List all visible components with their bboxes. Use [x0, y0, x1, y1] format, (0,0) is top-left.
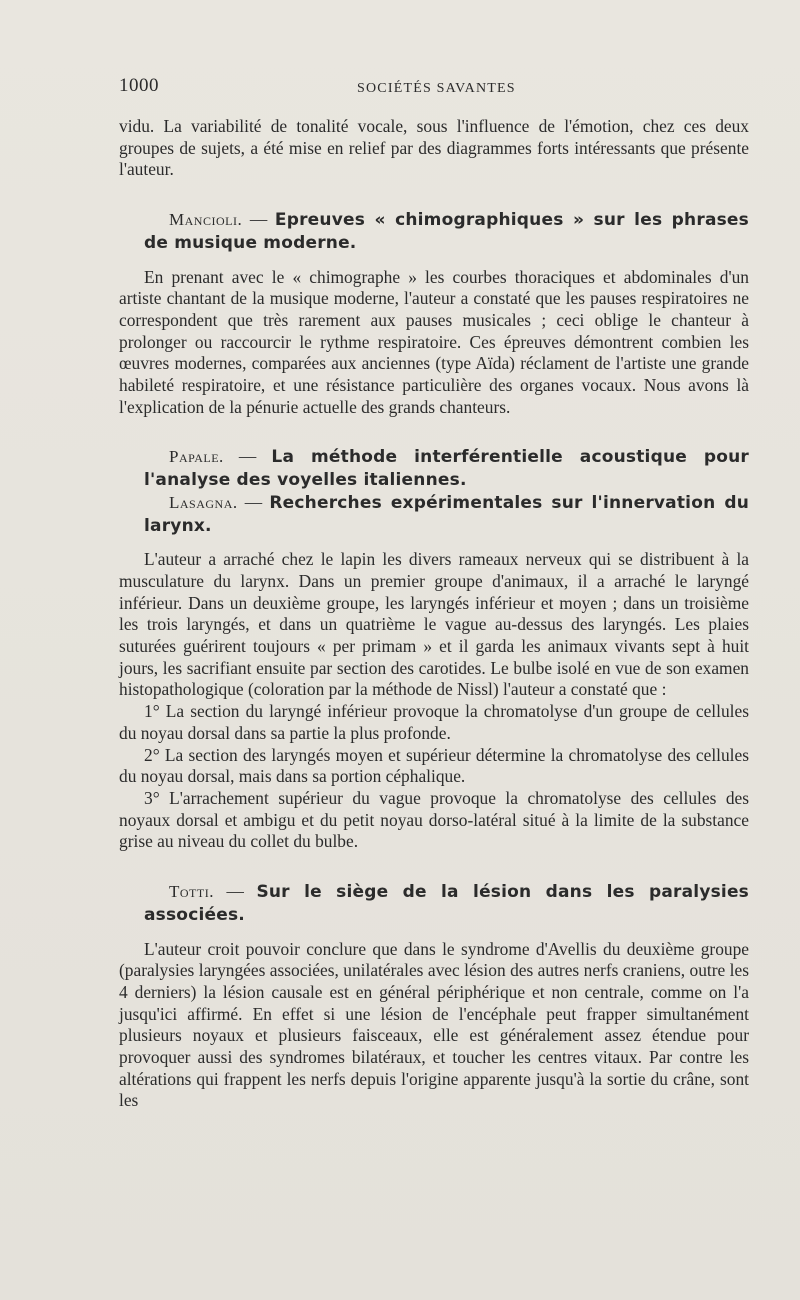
entry-author: Lasagna.: [169, 492, 238, 512]
finding-item: 2° La section des laryngés moyen et supérieur détermine la chromatolyse des cellules du noyau dorsal, mais dans sa portion céphalique.: [119, 744, 749, 787]
finding-item: 3° L'arrachement supérieur du vague provoque la chromatolyse des cellules des noyaux dorsal et ambigu et du petit noyau dorso-latéral situé à la limite de la substance grise au niveau du collet du bulbe.: [119, 787, 749, 852]
entry-heading-mancioli: [119, 209, 749, 254]
entry-dash: —: [213, 881, 257, 902]
page-number: 1000: [119, 75, 159, 96]
entry-heading-totti: [119, 881, 749, 926]
finding-item: 1° La section du laryngé inférieur provoque la chromatolyse d'un groupe de cellules du noyau dorsal dans sa partie la plus profonde.: [119, 701, 749, 743]
page-header: [119, 75, 750, 105]
intro-paragraph: vidu. La variabilité de tonalité vocale, sous l'influence de l'émotion, chez ces deux groupes de sujets, a été mise en relief par des diagrammes forts intéressants que présente l'auteur.: [119, 116, 749, 180]
entry-title: Recherches expérimentales sur l'innervation du larynx.: [144, 492, 749, 536]
entry-title: Sur le siège de la lésion dans les paralysies associées.: [144, 882, 749, 925]
entry-paragraph-totti: L'auteur croit pouvoir conclure que dans le syndrome d'Avellis du deuxième groupe (paralysies laryngées associées, unilatérales avec lésion des autres nerfs craniens, outre les 4 derniers) la lésion causale est en général périphérique et non centrale, comme on l'a jusqu'ici affirmé. En effet si une lésion de l'encéphale peut frapper simultanément plusieurs noyaux et plusieurs faisceaux, elle est généralement assez étendue pour provoquer aussi des syndromes bilatéraux, et toucher les centres vitaux. Par contre les altérations qui frappent les nerfs depuis l'origine apparente jusqu'à la sortie du crâne, sont les: [119, 938, 749, 1111]
entry-author: Totti.: [169, 882, 214, 902]
entry-dash: —: [242, 209, 275, 230]
findings-list: [119, 701, 749, 853]
running-head: SOCIÉTÉS SAVANTES: [357, 81, 516, 96]
entry-title: Epreuves « chimographiques » sur les phrases de musique moderne.: [144, 210, 749, 253]
entry-dash: —: [237, 491, 270, 512]
entry-author: Papale.: [169, 447, 224, 467]
page-body: [119, 116, 749, 1112]
entry-title: La méthode interférentielle acoustique pour l'analyse des voyelles italiennes.: [144, 447, 750, 491]
entry-paragraph-lasagna: L'auteur a arraché chez le lapin les divers rameaux nerveux qui se distribuent à la musculature du larynx. Dans un premier groupe d'animaux, il a arraché le laryngé inférieur. Dans un deuxième groupe, les laryngés inférieur et moyen ; dans un troisième les trois laryngés, et dans un quatrième le vague au-dessus des laryngés. Les plaies suturées guérirent toujours « per primam » et il garda les animaux vivants sept à huit jours, les sacrifiant ensuite par section des carotides. Le bulbe isolé en vue de son examen histopathologique (coloration par la méthode de Nissl) l'auteur a constaté que :: [119, 549, 749, 700]
entry-heading-papale: [119, 446, 749, 491]
entry-dash: —: [223, 446, 272, 467]
entry-author: Mancioli.: [169, 210, 243, 230]
entry-heading-lasagna: [119, 492, 749, 537]
entry-paragraph-mancioli: En prenant avec le « chimographe » les courbes thoraciques et abdominales d'un artiste chantant de la musique moderne, l'auteur a constaté que les pauses respiratoires ne correspondent que très rarement aux pauses musicales ; ceci oblige le chanteur à prolonger ou raccourcir le rythme respiratoire. Ces épreuves démontrent combien les œuvres modernes, comparées aux anciennes (type Aïda) réclament de l'artiste une grande habileté respiratoire, et une résistance particulière des organes vocaux. Nous avons là l'explication de la pénurie actuelle des grands chanteurs.: [119, 266, 749, 417]
